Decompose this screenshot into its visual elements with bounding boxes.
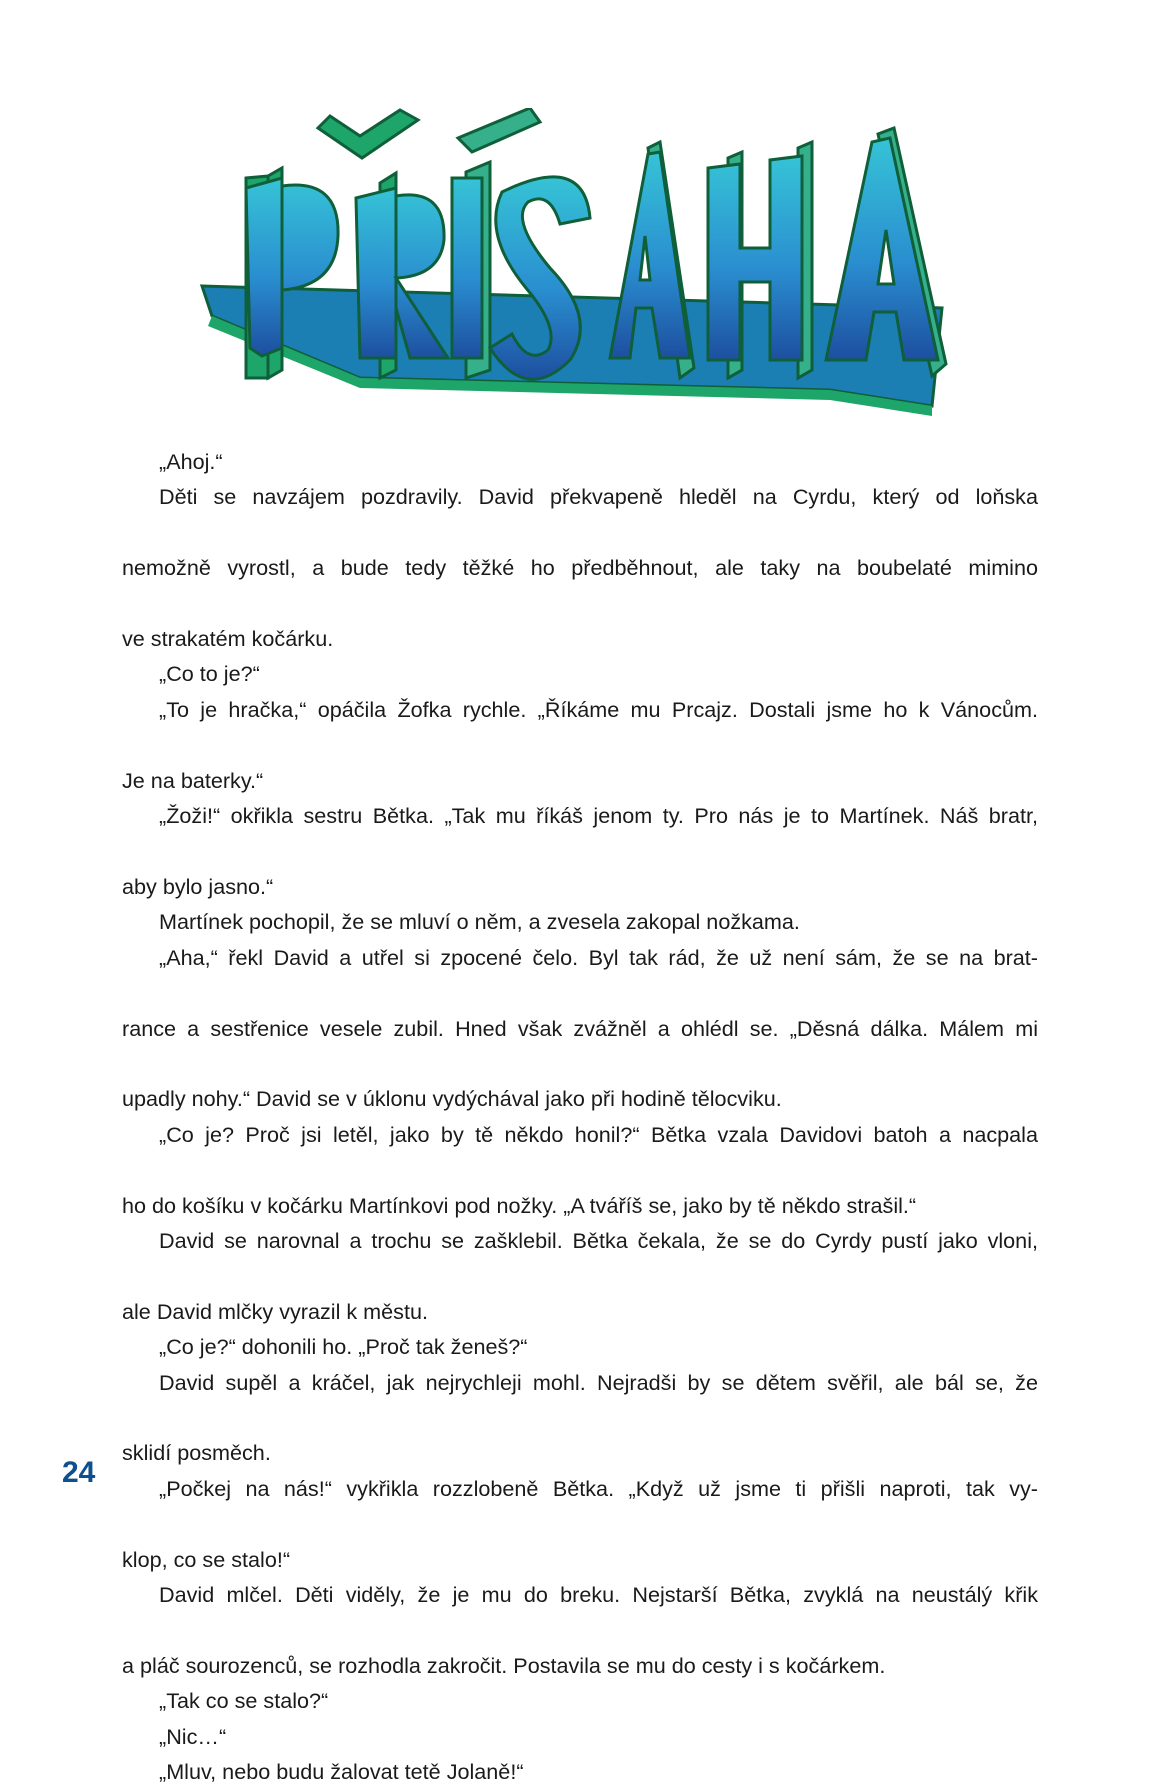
paragraph: rance a sestřenice vesele zubil. Hned však zvážněl a ohlédl se. „Děsná dálka. Málem mi: [122, 1015, 1038, 1041]
chapter-title-illustration: [190, 108, 990, 418]
paragraph: nemožně vyrostl, a bude tedy těžké ho předběhnout, ale taky na boubelaté mimino: [122, 555, 1038, 581]
paragraph: Je na baterky.“: [122, 767, 264, 793]
paragraph: Děti se navzájem pozdravily. David překvapeně hleděl na Cyrdu, který od loňska: [159, 484, 1038, 510]
paragraph: „Co je? Proč jsi letěl, jako by tě někdo honil?“ Bětka vzala Davidovi batoh a nacpala: [159, 1121, 1038, 1147]
paragraph: „Tak co se stalo?“: [159, 1688, 329, 1714]
paragraph: David se narovnal a trochu se zašklebil. Bětka čekala, že se do Cyrdy pustí jako vloni,: [159, 1227, 1038, 1253]
paragraph: David supěl a kráčel, jak nejrychleji mohl. Nejradši by se dětem svěřil, ale bál se, že: [159, 1369, 1038, 1395]
paragraph: „Žoži!“ okřikla sestru Bětka. „Tak mu říkáš jenom ty. Pro nás je to Martínek. Náš bratr,: [159, 803, 1038, 829]
paragraph: „Co je?“ dohonili ho. „Proč tak ženeš?“: [159, 1334, 528, 1360]
paragraph: upadly nohy.“ David se v úklonu vydýchával jako při hodině tělocviku.: [122, 1086, 782, 1112]
page-number: 24: [62, 1456, 96, 1489]
paragraph: Martínek pochopil, že se mluví o něm, a zvesela zakopal nožkama.: [159, 909, 800, 935]
paragraph: „Co to je?“: [159, 661, 260, 687]
chapter-body-text: [122, 444, 1038, 1789]
paragraph: David mlčel. Děti viděly, že je mu do breku. Nejstarší Bětka, zvyklá na neustálý křik: [159, 1582, 1038, 1607]
paragraph: ve strakatém kočárku.: [122, 626, 334, 652]
paragraph: klop, co se stalo!“: [122, 1546, 291, 1572]
paragraph: „Mluv, nebo budu žalovat tetě Jolaně!“: [159, 1759, 524, 1785]
paragraph: „Ahoj.“: [159, 449, 223, 474]
paragraph: ale David mlčky vyrazil k městu.: [122, 1298, 428, 1324]
paragraph: a pláč sourozenců, se rozhodla zakročit. Postavila se mu do cesty i s kočárkem.: [122, 1652, 886, 1678]
paragraph: „Nic…“: [159, 1723, 227, 1749]
paragraph: „To je hračka,“ opáčila Žofka rychle. „Říkáme mu Prcajz. Dostali jsme ho k Vánocům.: [159, 696, 1038, 722]
paragraph: „Aha,“ řekl David a utřel si zpocené čelo. Byl tak rád, že už není sám, že se na brat-: [159, 944, 1038, 970]
paragraph: „Počkej na nás!“ vykřikla rozzlobeně Bětka. „Když už jsme ti přišli naproti, tak vy-: [159, 1475, 1038, 1501]
paragraph: aby bylo jasno.“: [122, 873, 274, 899]
paragraph: ho do košíku v kočárku Martínkovi pod nožky. „A tváříš se, jako by tě někdo strašil.“: [122, 1192, 917, 1218]
paragraph: sklidí posměch.: [122, 1440, 271, 1466]
